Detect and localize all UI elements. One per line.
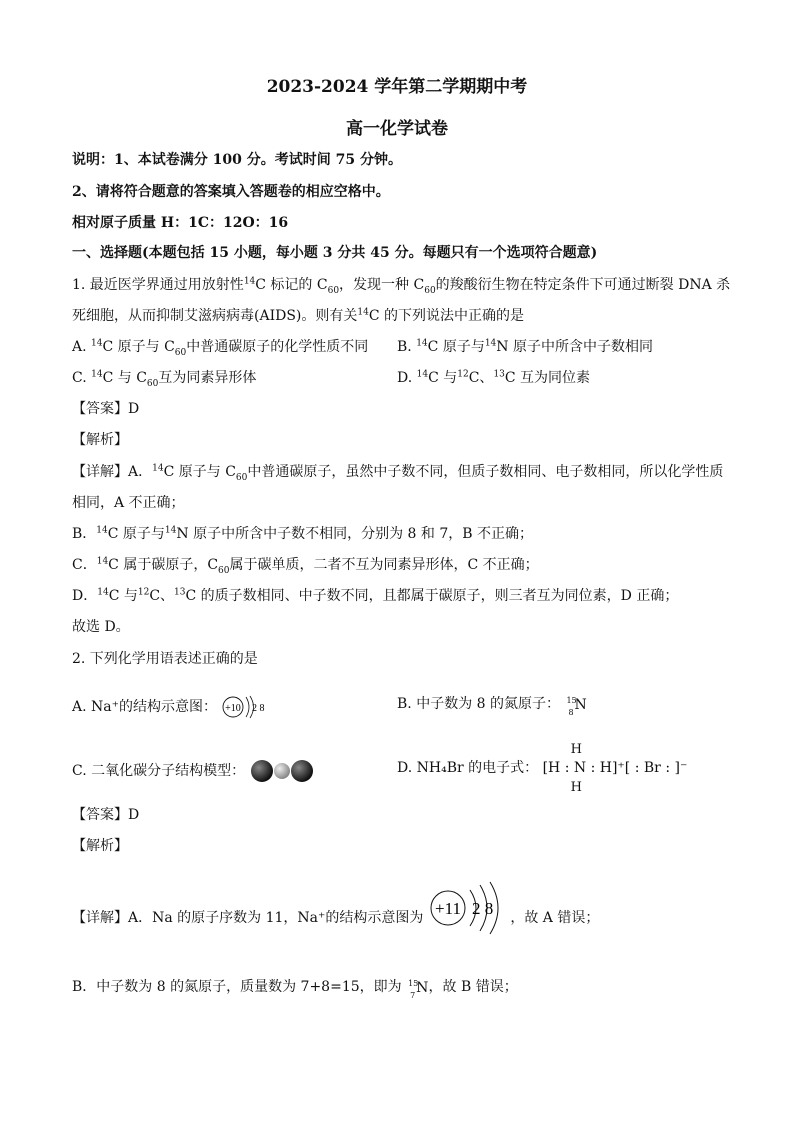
shell-electrons-large: 2 8: [471, 899, 494, 918]
q2-option-d: D. NH₄Br 的电子式： H [H : N : H]⁺[ : Br : ]⁻ H: [397, 742, 688, 795]
q1-detail-a-cont: 相同，A 不正确；: [72, 495, 185, 511]
nitrogen-isotope-symbol: 15 8 N: [566, 696, 587, 717]
note-line-3: 相对原子质量 H：1C：12O：16: [72, 215, 289, 231]
note-line-2: 2、请将符合题意的答案填入答题卷的相应空格中。: [72, 184, 390, 200]
sodium-ion-diagram-large-icon: [428, 880, 506, 936]
q2-stem: 2. 下列化学用语表述正确的是: [72, 651, 258, 667]
section-heading: 一、选择题(本题包括 15 小题，每小题 3 分共 45 分。每题只有一个选项符合题意): [72, 245, 598, 261]
q1-analysis-label: 【解析】: [72, 432, 128, 448]
q2-detail-a: 【详解】A．Na 的原子序数为 11，Na⁺的结构示意图为 +11 2 8 ，故 A 错误；: [72, 900, 599, 936]
q1-detail-c: C．$^{14}$C 属于碳原子，$C_{60}$属于碳单质，二者不互为同素异形体，C 不正确；: [72, 556, 539, 576]
q2-analysis-label: 【解析】: [72, 838, 128, 854]
q1-option-d: D. $^{14}$C 与$^{12}$C、$^{13}$C 互为同位素: [397, 369, 591, 386]
q1-option-b: B. $^{14}$C 原子与$^{14}$N 原子中所含中子数相同: [397, 338, 653, 355]
q2-detail-b: B．中子数为 8 的氮原子，质量数为 7+8=15，即为 15 7 N ，故 B 错误；: [72, 976, 518, 998]
q1-option-a: A. $^{14}$C 原子与 $C_{60}$中普通碳原子的化学性质不同: [72, 338, 369, 358]
q1-detail-d: D．$^{14}$C 与$^{12}$C、$^{13}$C 的质子数相同、中子数不同，且都属于碳原子，则三者互为同位素，D 正确；: [72, 587, 679, 604]
q2-answer: 【答案】D: [72, 807, 140, 823]
q1-stem-line-2: 死细胞，从而抑制艾滋病病毒(AIDS)。则有关$^{14}$C 的下列说法中正确的是: [72, 307, 525, 324]
q1-option-c: C. $^{14}$C 与 $C_{60}$互为同素异形体: [72, 369, 257, 389]
q1-stem-line-1: 1. 最近医学界通过用放射性$^{14}$C 标记的 $C_{60}$，发现一种 $C_{60}$的羧酸衍生物在特定条件下可通过断裂 DNA 杀: [72, 276, 731, 296]
nucleus-charge: +10: [225, 703, 242, 714]
q1-detail-b: B．$^{14}$C 原子与$^{14}$N 原子中所含中子数不相同，分别为 8 和 7，B 不正确；: [72, 525, 533, 542]
nh4br-electron-formula: H [H : N : H]⁺[ : Br : ]⁻ H: [542, 742, 688, 795]
nucleus-charge-large: +11: [434, 899, 461, 918]
page-title: 2023-2024 学年第二学期期中考: [266, 77, 528, 97]
sodium-ion-diagram-icon: [221, 693, 269, 721]
q1-answer: 【答案】D: [72, 401, 140, 417]
q1-detail-a: 【详解】A．$^{14}$C 原子与 $C_{60}$中普通碳原子，虽然中子数不同，但质子数相同、电子数相同，所以化学性质: [72, 463, 724, 483]
page-subtitle: 高一化学试卷: [346, 119, 448, 139]
shell-electrons: 2 8: [252, 703, 265, 714]
q1-conclusion: 故选 D。: [72, 619, 130, 635]
q2-option-a: A. Na⁺的结构示意图： +10 2 8: [72, 693, 269, 721]
co2-model-icon: [250, 758, 314, 784]
note-line-1: 说明：1、本试卷满分 100 分。考试时间 75 分钟。: [72, 152, 402, 168]
q2-option-c: C. 二氧化碳分子结构模型：: [72, 758, 314, 784]
q2-option-b: B. 中子数为 8 的氮原子： 15 8 N: [397, 693, 582, 715]
nitrogen-15-symbol: 15 7 N: [408, 979, 429, 1000]
